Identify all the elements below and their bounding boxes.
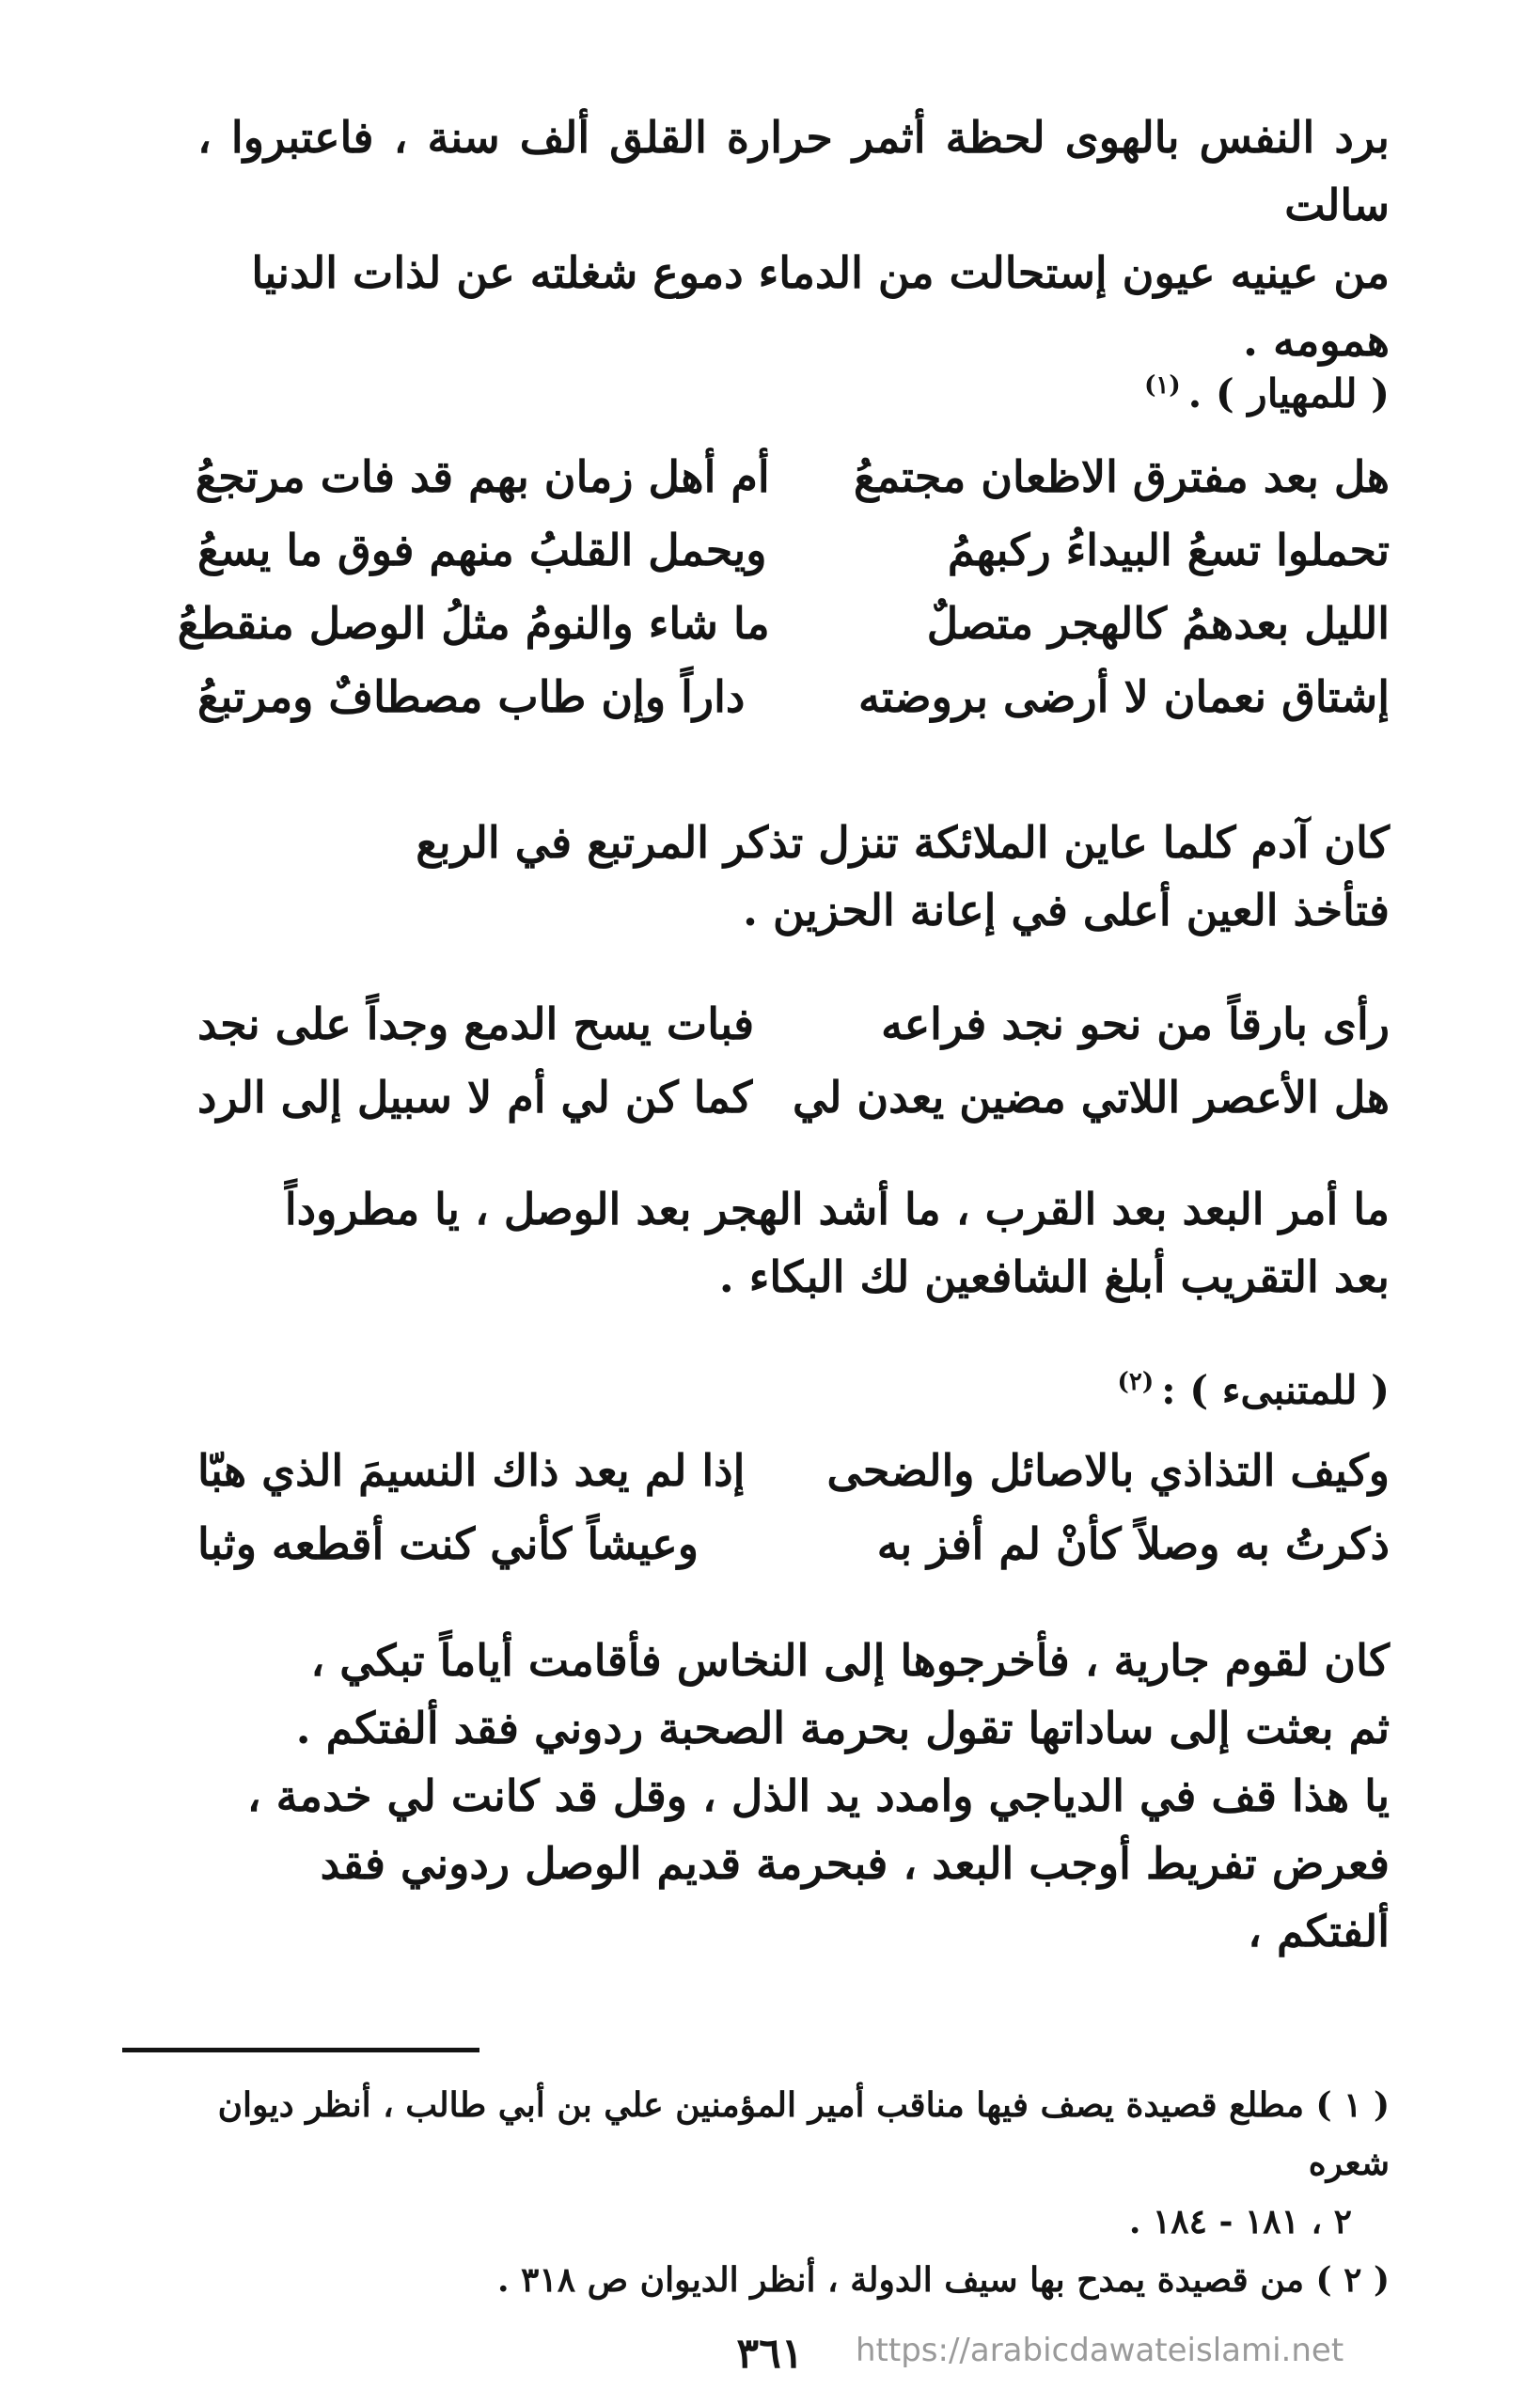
- heading-text: ( للمتنبىء ) :: [1161, 1367, 1390, 1413]
- text-line: همومه .: [1243, 315, 1390, 366]
- section-heading-mutanabbi: [197, 1354, 1390, 1419]
- poem-block-2: [197, 987, 1390, 1134]
- footnotes: [197, 2076, 1390, 2309]
- poem-block-3: [197, 1434, 1390, 1580]
- footnote-line: ( ١ ) مطلع قصيدة يصف فيها مناقب أمير المؤمنين علي بن أبي طالب ، أنظر ديوان شعره: [217, 2085, 1390, 2183]
- verse-hemistich-first: ذكرتُ به وصلاً كأنْ لم أفز به: [876, 1518, 1390, 1569]
- verse-line: [197, 440, 1390, 513]
- verse-line: [197, 987, 1390, 1061]
- text-line: من عينيه عيون إستحالت من الدماء دموع شغلته عن لذات الدنيا: [251, 247, 1390, 298]
- text-line: يا هذا قف في الدياجي وامدد يد الذل ، وقل قد كانت لي خدمة ،: [246, 1770, 1390, 1821]
- text-line: كان لقوم جارية ، فأخرجوها إلى النخاس فأقامت أياماً تبكي ،: [310, 1635, 1390, 1686]
- verse-hemistich-first: رأى بارقاً من نحو نجد فراعه: [881, 998, 1390, 1049]
- verse-hemistich-second: ما شاء والنومُ مثلُ الوصل منقطعُ: [177, 598, 770, 649]
- footnote-ref: (١): [1144, 371, 1181, 400]
- verse-hemistich-first: وكيف التذاذي بالاصائل والضحى: [826, 1445, 1390, 1496]
- footnote-divider: [122, 2048, 479, 2052]
- verse-hemistich-second: ويحمل القلبُ منهم فوق ما يسعُ: [197, 525, 767, 575]
- paragraph-4: [197, 1627, 1390, 1965]
- footnote-line: ( ٢ ) من قصيدة يمدح بها سيف الدولة ، أنظر الديوان ص ٣١٨ .: [496, 2260, 1390, 2300]
- heading-text: ( للمهيار ) .: [1187, 370, 1390, 417]
- paragraph-1: [197, 103, 1390, 374]
- watermark-url: https://arabicdawateislami.net: [856, 2332, 1344, 2369]
- verse-hemistich-second: فبات يسح الدمع وجداً على نجد: [197, 998, 755, 1049]
- text-line: فعرض تفريط أوجب البعد ، فبحرمة قديم الوصل ردوني فقد: [320, 1838, 1390, 1889]
- verse-hemistich-second: وعيشاً كأني كنت أقطعه وثبا: [197, 1518, 699, 1569]
- text-line: بعد التقريب أبلغ الشافعين لك البكاء .: [718, 1251, 1390, 1302]
- text-line: فتأخذ العين أعلى في إعانة الحزين .: [743, 885, 1390, 935]
- poem-block-1: [177, 440, 1390, 733]
- verse-hemistich-first: إشتاق نعمان لا أرضى بروضته: [858, 671, 1390, 722]
- text-line: ما أمر البعد بعد القرب ، ما أشد الهجر بعد الوصل ، يا مطروداً: [284, 1184, 1390, 1234]
- paragraph-2: [197, 809, 1390, 944]
- verse-hemistich-second: إذا لم يعد ذاك النسيمَ الذي هبّا: [197, 1445, 746, 1496]
- verse-hemistich-first: تحملوا تسعُ البيداءُ ركبهمُ: [947, 525, 1390, 575]
- verse-line: [197, 1507, 1390, 1580]
- text-line: ألفتكم ،: [1248, 1906, 1390, 1957]
- verse-hemistich-second: أم أهل زمان بهم قد فات مرتجعُ: [195, 451, 770, 502]
- verse-hemistich-second: داراً وإن طاب مصطافٌ ومرتبعُ: [197, 671, 746, 722]
- verse-hemistich-first: هل الأعصر اللاتي مضين يعدن لي: [793, 1072, 1390, 1123]
- verse-hemistich-first: هل بعد مفترق الاظعان مجتمعُ: [853, 451, 1390, 502]
- verse-hemistich-second: كما كن لي أم لا سبيل إلى الرد: [197, 1072, 753, 1123]
- text-line: ثم بعثت إلى ساداتها تقول بحرمة الصحبة ردوني فقد ألفتكم .: [295, 1703, 1390, 1753]
- footnote-line: ٢ ، ١٨١ - ١٨٤ .: [1128, 2202, 1352, 2241]
- section-heading-mihyar: [197, 357, 1390, 422]
- verse-hemistich-first: الليل بعدهمُ كالهجر متصلٌ: [926, 598, 1390, 649]
- verse-line: [197, 660, 1390, 733]
- text-line: برد النفس بالهوى لحظة أثمر حرارة القلق ألف سنة ، فاعتبروا ، سالت: [197, 112, 1390, 230]
- verse-line: [197, 513, 1390, 587]
- text-line: كان آدم كلما عاين الملائكة تنزل تذكر المرتبع في الربع: [416, 817, 1390, 868]
- verse-line: [197, 1061, 1390, 1134]
- verse-line: [197, 1434, 1390, 1507]
- page-number: ٣٦١: [736, 2330, 804, 2378]
- verse-line: [177, 587, 1390, 660]
- footnote-ref: (٢): [1117, 1368, 1155, 1396]
- paragraph-3: [197, 1175, 1390, 1311]
